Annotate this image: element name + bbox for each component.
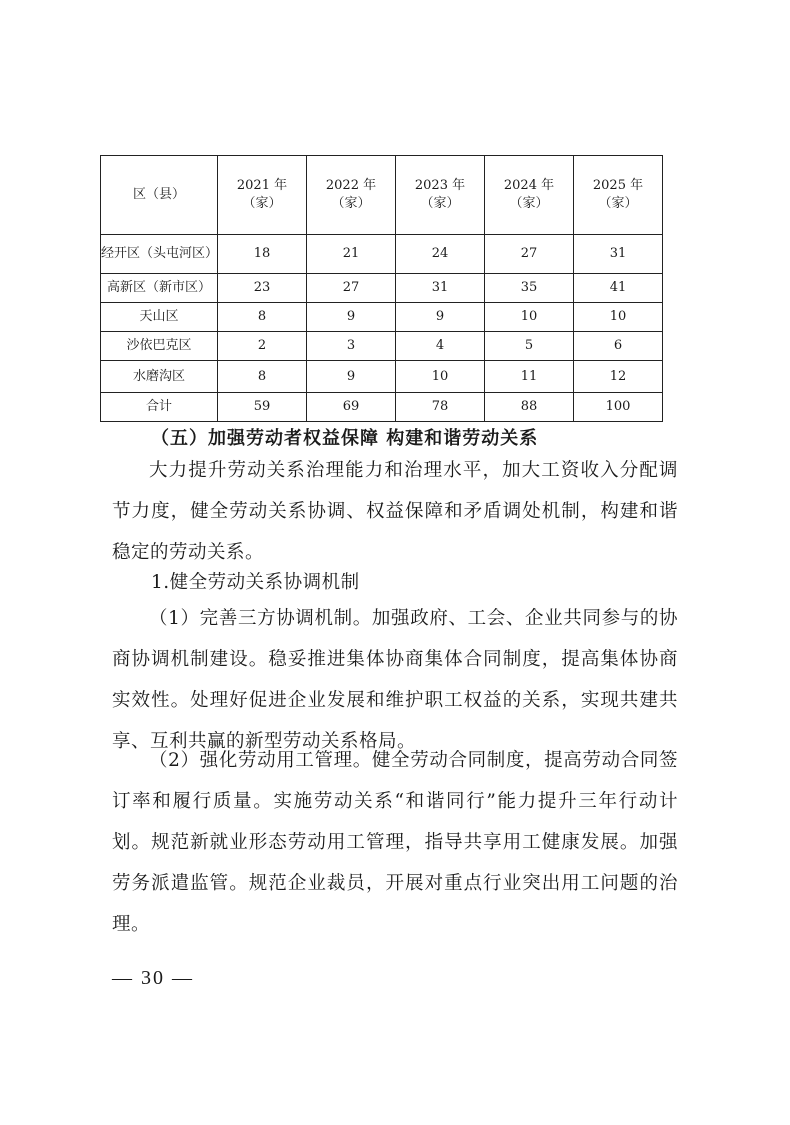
cell-value: 6 bbox=[574, 332, 663, 361]
cell-district: 合计 bbox=[101, 393, 218, 422]
cell-value: 78 bbox=[396, 393, 485, 422]
header-year-label: 2024 年 bbox=[503, 178, 555, 193]
header-year-label: 2022 年 bbox=[325, 178, 377, 193]
cell-value: 8 bbox=[218, 303, 307, 332]
cell-value: 24 bbox=[396, 235, 485, 274]
cell-value: 18 bbox=[218, 235, 307, 274]
paragraph-employment-management: （2）强化劳动用工管理。健全劳动合同制度，提高劳动合同签订率和履行质量。实施劳动关系“和谐同行”能力提升三年行动计划。规范新就业形态劳动用工管理，指导共享用工健康发展。加强劳务派遣监管。规范企业裁员，开展对重点行业突出用工问题的治理。 bbox=[112, 750, 678, 935]
enterprise-count-table bbox=[100, 155, 663, 422]
paragraph-intro: 大力提升劳动关系治理能力和治理水平，加大工资收入分配调节力度，健全劳动关系协调、权益保障和矛盾调处机制，构建和谐稳定的劳动关系。 bbox=[112, 460, 678, 563]
cell-value: 31 bbox=[574, 235, 663, 274]
header-year-2025 bbox=[574, 156, 663, 235]
cell-value: 23 bbox=[218, 274, 307, 303]
cell-value: 3 bbox=[307, 332, 396, 361]
cell-value: 2 bbox=[218, 332, 307, 361]
cell-value: 10 bbox=[396, 361, 485, 393]
cell-value: 10 bbox=[485, 303, 574, 332]
section-heading: （五）加强劳动者权益保障 构建和谐劳动关系 bbox=[151, 428, 539, 449]
cell-value: 35 bbox=[485, 274, 574, 303]
page-number: — 30 — bbox=[112, 967, 194, 989]
table-total-row bbox=[101, 393, 663, 422]
cell-value: 12 bbox=[574, 361, 663, 393]
header-unit-label: （家） bbox=[331, 196, 371, 211]
header-unit-label: （家） bbox=[420, 196, 460, 211]
cell-value: 9 bbox=[396, 303, 485, 332]
table-row bbox=[101, 332, 663, 361]
cell-value: 27 bbox=[485, 235, 574, 274]
cell-value: 59 bbox=[218, 393, 307, 422]
cell-value: 4 bbox=[396, 332, 485, 361]
header-year-2024 bbox=[485, 156, 574, 235]
cell-value: 41 bbox=[574, 274, 663, 303]
cell-district: 经开区（头屯河区） bbox=[101, 235, 218, 274]
cell-value: 21 bbox=[307, 235, 396, 274]
table-row bbox=[101, 235, 663, 274]
header-district: 区（县） bbox=[101, 156, 218, 235]
subheading-coordination-mechanism: 1.健全劳动关系协调机制 bbox=[151, 572, 360, 593]
cell-district: 天山区 bbox=[101, 303, 218, 332]
cell-value: 11 bbox=[485, 361, 574, 393]
header-year-label: 2025 年 bbox=[592, 178, 644, 193]
cell-district: 水磨沟区 bbox=[101, 361, 218, 393]
header-year-label: 2021 年 bbox=[236, 178, 288, 193]
header-year-label: 2023 年 bbox=[414, 178, 466, 193]
table-row bbox=[101, 361, 663, 393]
cell-value: 10 bbox=[574, 303, 663, 332]
table-row bbox=[101, 274, 663, 303]
table-row bbox=[101, 303, 663, 332]
cell-value: 8 bbox=[218, 361, 307, 393]
cell-value: 31 bbox=[396, 274, 485, 303]
cell-value: 88 bbox=[485, 393, 574, 422]
cell-district: 高新区（新市区） bbox=[101, 274, 218, 303]
header-unit-label: （家） bbox=[242, 196, 282, 211]
cell-value: 27 bbox=[307, 274, 396, 303]
header-year-2021 bbox=[218, 156, 307, 235]
cell-value: 69 bbox=[307, 393, 396, 422]
cell-value: 100 bbox=[574, 393, 663, 422]
table-header-row bbox=[101, 156, 663, 235]
header-year-2022 bbox=[307, 156, 396, 235]
cell-value: 5 bbox=[485, 332, 574, 361]
paragraph-tripartite-coordination: （1）完善三方协调机制。加强政府、工会、企业共同参与的协商协调机制建设。稳妥推进集体协商集体合同制度，提高集体协商实效性。处理好促进企业发展和维护职工权益的关系，实现共建共享、互利共赢的新型劳动关系格局。 bbox=[112, 608, 678, 752]
cell-value: 9 bbox=[307, 303, 396, 332]
header-year-2023 bbox=[396, 156, 485, 235]
header-unit-label: （家） bbox=[598, 196, 638, 211]
cell-district: 沙依巴克区 bbox=[101, 332, 218, 361]
header-unit-label: （家） bbox=[509, 196, 549, 211]
cell-value: 9 bbox=[307, 361, 396, 393]
